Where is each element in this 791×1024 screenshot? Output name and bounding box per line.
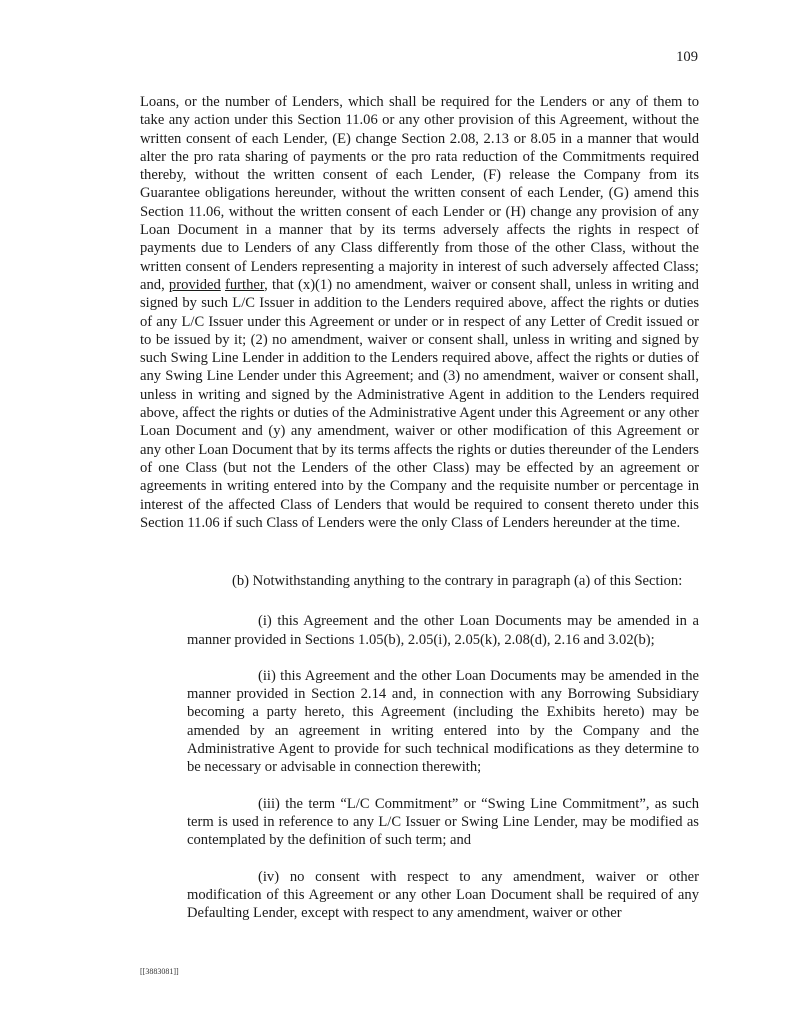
paragraph-a-text-before: Loans, or the number of Lenders, which shall be required for the Lenders or any of them to take any action under this Section 11.06 or any other provision of this Agreement, without the written consent of each Lender, (E) change Section 2.08, 2.13 or 8.05 in a manner that would alter the pro rata sharing of payments or the pro rata reduction of the Commitments required thereby, without the written consent of each Lender, (F) release the Company from its Guarantee obligations hereunder, without the written consent of each Lender, (G) amend this Section 11.06, without the written consent of each Lender or (H) change any provision of any Loan Document in a manner that by its terms adversely affects the rights in respect of payments due to Lenders of any Class differently from those of the other Class, without the written consent of Lenders representing a majority in interest of such adversely affected Class; and, (140, 94, 699, 293)
underlined-further: further (225, 276, 265, 293)
paragraph-a (140, 93, 699, 532)
page-number: 109 (676, 49, 698, 65)
paragraph-b-lead: (b) Notwithstanding anything to the contrary in paragraph (a) of this Section: (232, 573, 683, 589)
subparagraph-i: (i) this Agreement and the other Loan Documents may be amended in a manner provided in Sections 1.05(b), 2.05(i), 2.05(k), 2.08(d), 2.16 and 3.02(b); (187, 613, 699, 648)
paragraph-a-text-after: , that (x)(1) no amendment, waiver or consent shall, unless in writing and signed by such L/C Issuer in addition to the Lenders required above, affect the rights or duties of any L/C Issuer under this Agreement or under or in respect of any Letter of Credit issued or to be issued by it; (2) no amendment, waiver or consent shall, unless in writing and signed by such Swing Line Lender in addition to the Lenders required above, affect the rights or duties of any Swing Line Lender under this Agreement; and (3) no amendment, waiver or consent shall, unless in writing and signed by the Administrative Agent in addition to the Lenders required above, affect the rights or duties of the Administrative Agent under this Agreement or any other Loan Document and (y) any amendment, waiver or other modification of this Agreement or any other Loan Document that by its terms affects the rights or duties thereunder of the Lenders of one Class (but not the Lenders of the other Class) may be effected by an agreement or agreements in writing entered into by the Company and the requisite number or percentage in interest of the affected Class of Lenders that would be required to consent thereto under this Section 11.06 if such Class of Lenders were the only Class of Lenders hereunder at the time. (140, 276, 699, 531)
paragraph-b (140, 572, 699, 922)
paragraph-a-text (140, 93, 699, 532)
subparagraph-iv: (iv) no consent with respect to any amendment, waiver or other modification of this Agreement or any other Loan Document shall be required of any Defaulting Lender, except with respect to any amendment, waiver or other (187, 868, 699, 922)
subparagraph-iii: (iii) the term “L/C Commitment” or “Swing Line Commitment”, as such term is used in reference to any L/C Issuer or Swing Line Lender, may be modified as contemplated by the definition of such term; and (187, 795, 699, 849)
subparagraph-ii: (ii) this Agreement and the other Loan Documents may be amended in the manner provided in Section 2.14 and, in connection with any Borrowing Subsidiary becoming a party hereto, this Agreement (including the Exhibits hereto) may be amended by an agreement in writing entered into by the Company and the Administrative Agent to provide for such technical modifications as they determine to be necessary or advisable in connection therewith; (187, 667, 699, 776)
underlined-provided: provided (168, 276, 221, 293)
document-footer-id: [[3883081]] (140, 967, 179, 976)
